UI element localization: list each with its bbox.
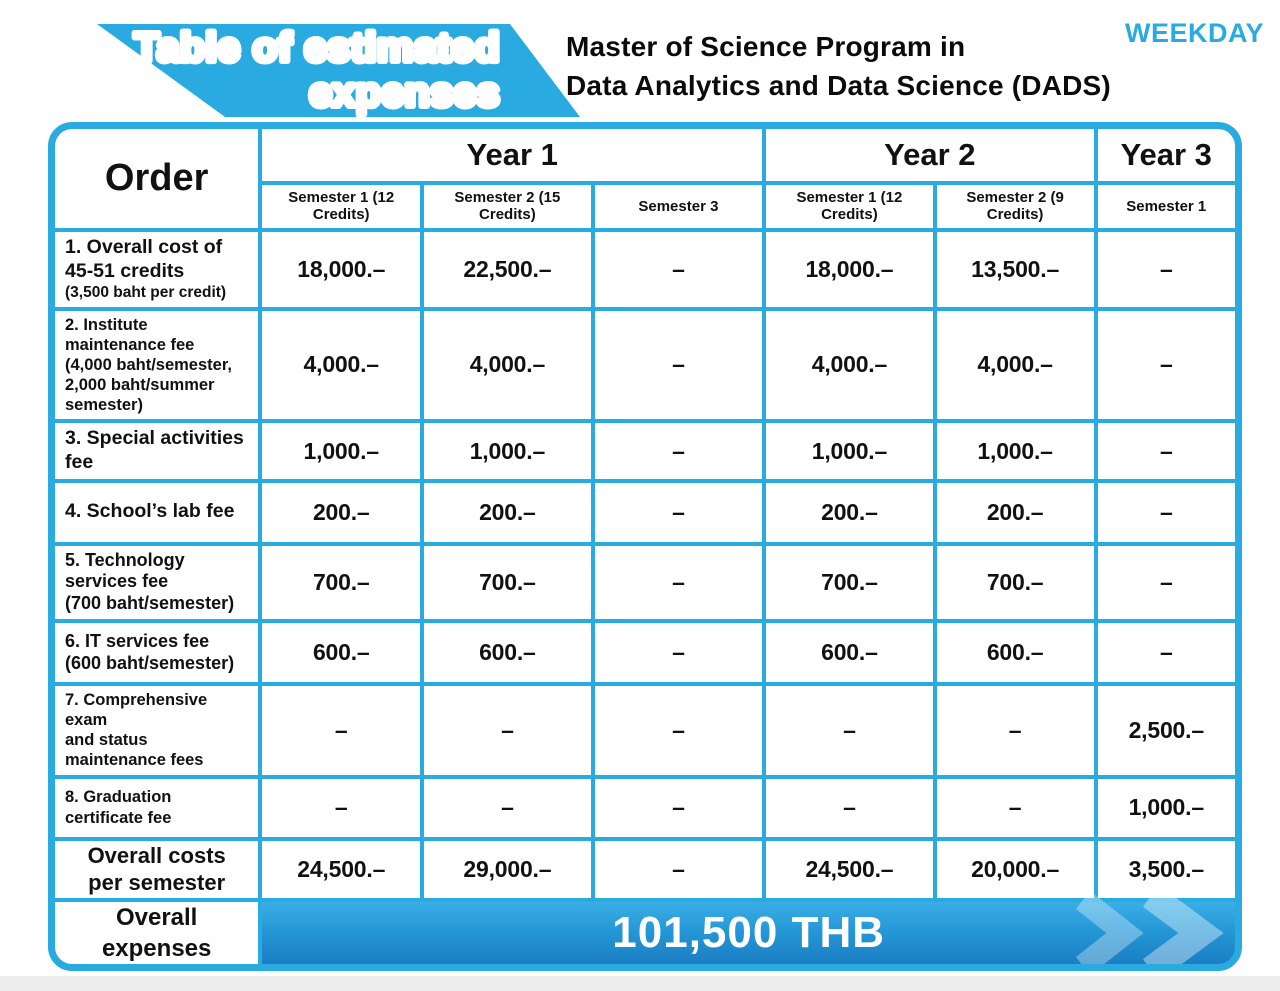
fee-cell: – <box>424 779 591 837</box>
fee-cell: – <box>1098 546 1235 620</box>
row-label-line: (700 baht/semester) <box>65 593 235 614</box>
fee-cell: 600.– <box>262 623 420 682</box>
year2-header-cell: Year 2 <box>766 129 1093 181</box>
row-label-line: 4. School’s lab fee <box>65 500 235 523</box>
row-label-line: 45-51 credits <box>65 259 185 282</box>
semester-total-cell: 20,000.– <box>937 841 1094 898</box>
expense-row-label <box>55 623 258 682</box>
fee-cell: 2,500.– <box>1098 686 1235 775</box>
row-label-line: 2. Institute maintenance fee <box>65 315 195 354</box>
fee-cell: 4,000.– <box>424 311 591 420</box>
fee-cell: – <box>766 779 933 837</box>
fee-cell: 22,500.– <box>424 232 591 306</box>
fee-cell: 13,500.– <box>937 232 1094 306</box>
order-header-cell: Order <box>55 129 258 228</box>
fee-cell: – <box>1098 423 1235 479</box>
fee-cell: – <box>262 779 420 837</box>
fee-cell: 200.– <box>424 483 591 542</box>
fee-cell: – <box>595 686 763 775</box>
fee-cell: 18,000.– <box>262 232 420 306</box>
semester-header-cell: Semester 2 (9 Credits) <box>937 185 1094 229</box>
overall-expenses-total: 101,500 THB <box>612 907 885 957</box>
fee-cell: – <box>595 546 763 620</box>
ribbon-title-line2: expenses <box>309 69 500 115</box>
overall-expenses-banner <box>262 902 1235 964</box>
fee-cell: 1,000.– <box>937 423 1094 479</box>
row-label-line: 3. Special activities fee <box>65 427 244 474</box>
fee-cell: 200.– <box>766 483 933 542</box>
expense-row-label <box>55 686 258 775</box>
fee-cell: 1,000.– <box>424 423 591 479</box>
row-label-line: (4,000 baht/semester, <box>65 355 232 374</box>
row-label-line: 2,000 baht/summer semester) <box>65 376 215 415</box>
fee-cell: – <box>1098 623 1235 682</box>
overall-expenses-label <box>55 902 258 964</box>
semester-header-cell: Semester 1 <box>1098 185 1235 229</box>
expense-row-label <box>55 232 258 306</box>
semester-header-cell: Semester 1 (12 Credits) <box>766 185 933 229</box>
row-label-line: (3,500 baht per credit) <box>65 283 227 301</box>
fee-cell: 700.– <box>424 546 591 620</box>
fee-cell: – <box>595 311 763 420</box>
semester-total-cell: 29,000.– <box>424 841 591 898</box>
semester-total-cell: 24,500.– <box>766 841 933 898</box>
fee-cell: – <box>595 779 763 837</box>
row-label-line: 5. Technology services fee <box>65 549 185 592</box>
chevron-right-icon <box>1083 900 1125 966</box>
fee-cell: 18,000.– <box>766 232 933 306</box>
fee-cell: – <box>595 232 763 306</box>
row-label-line: 8. Graduation certificate fee <box>65 788 172 827</box>
year3-header-cell: Year 3 <box>1098 129 1235 181</box>
fee-cell: 700.– <box>766 546 933 620</box>
fee-cell: 600.– <box>424 623 591 682</box>
bottom-edge-strip <box>0 976 1280 991</box>
fee-cell: – <box>937 779 1094 837</box>
row-label-line: and status maintenance fees <box>65 731 204 770</box>
fee-cell: 700.– <box>262 546 420 620</box>
fee-cell: 4,000.– <box>937 311 1094 420</box>
fee-cell: 600.– <box>937 623 1094 682</box>
program-title <box>566 27 1111 105</box>
fee-cell: 700.– <box>937 546 1094 620</box>
semester-header-cell: Semester 2 (15 Credits) <box>424 185 591 229</box>
fee-cell: – <box>1098 483 1235 542</box>
row-label-line: 6. IT services fee <box>65 630 210 651</box>
overall-expenses-label-line2: expenses <box>101 934 212 962</box>
fee-cell: – <box>1098 311 1235 420</box>
row-label-line: 1. Overall cost of <box>65 236 223 259</box>
overall-costs-label-line2: per semester <box>88 870 226 896</box>
chevron-right-icon <box>1151 896 1201 970</box>
program-title-line1: Master of Science Program in <box>566 31 966 62</box>
fee-cell: 1,000.– <box>766 423 933 479</box>
expense-row-label <box>55 546 258 620</box>
semester-total-cell: 3,500.– <box>1098 841 1235 898</box>
weekday-badge: WEEKDAY <box>1124 18 1264 48</box>
fee-cell: – <box>1098 232 1235 306</box>
expense-row-label <box>55 423 258 479</box>
year1-header-cell: Year 1 <box>262 129 762 181</box>
fee-cell: – <box>424 686 591 775</box>
semester-total-cell: – <box>595 841 763 898</box>
fee-cell: – <box>595 483 763 542</box>
fee-cell: 1,000.– <box>262 423 420 479</box>
fee-cell: – <box>766 686 933 775</box>
expense-row-label <box>55 311 258 420</box>
fee-cell: 200.– <box>262 483 420 542</box>
semester-header-cell: Semester 3 <box>595 185 763 229</box>
fee-cell: 1,000.– <box>1098 779 1235 837</box>
fee-cell: – <box>595 423 763 479</box>
fee-table <box>48 122 1242 971</box>
fee-cell: 600.– <box>766 623 933 682</box>
overall-costs-label <box>55 841 258 898</box>
semester-total-cell: 24,500.– <box>262 841 420 898</box>
program-title-line2: Data Analytics and Data Science (DADS) <box>566 70 1111 101</box>
expense-row-label <box>55 779 258 837</box>
expense-row-label <box>55 483 258 542</box>
ribbon-title-line1: Table of estimated <box>134 24 500 70</box>
semester-header-cell: Semester 1 (12 Credits) <box>262 185 420 229</box>
forward-chevrons <box>1075 891 1225 971</box>
fee-cell: 4,000.– <box>766 311 933 420</box>
overall-costs-label-line1: Overall costs <box>87 842 226 868</box>
fee-cell: 200.– <box>937 483 1094 542</box>
fee-cell: – <box>262 686 420 775</box>
fee-cell: 4,000.– <box>262 311 420 420</box>
row-label-line: (600 baht/semester) <box>65 652 235 673</box>
row-label-line: 7. Comprehensive exam <box>65 691 208 730</box>
overall-expenses-label-line1: Overall <box>115 903 198 931</box>
fee-cell: – <box>937 686 1094 775</box>
fee-cell: – <box>595 623 763 682</box>
